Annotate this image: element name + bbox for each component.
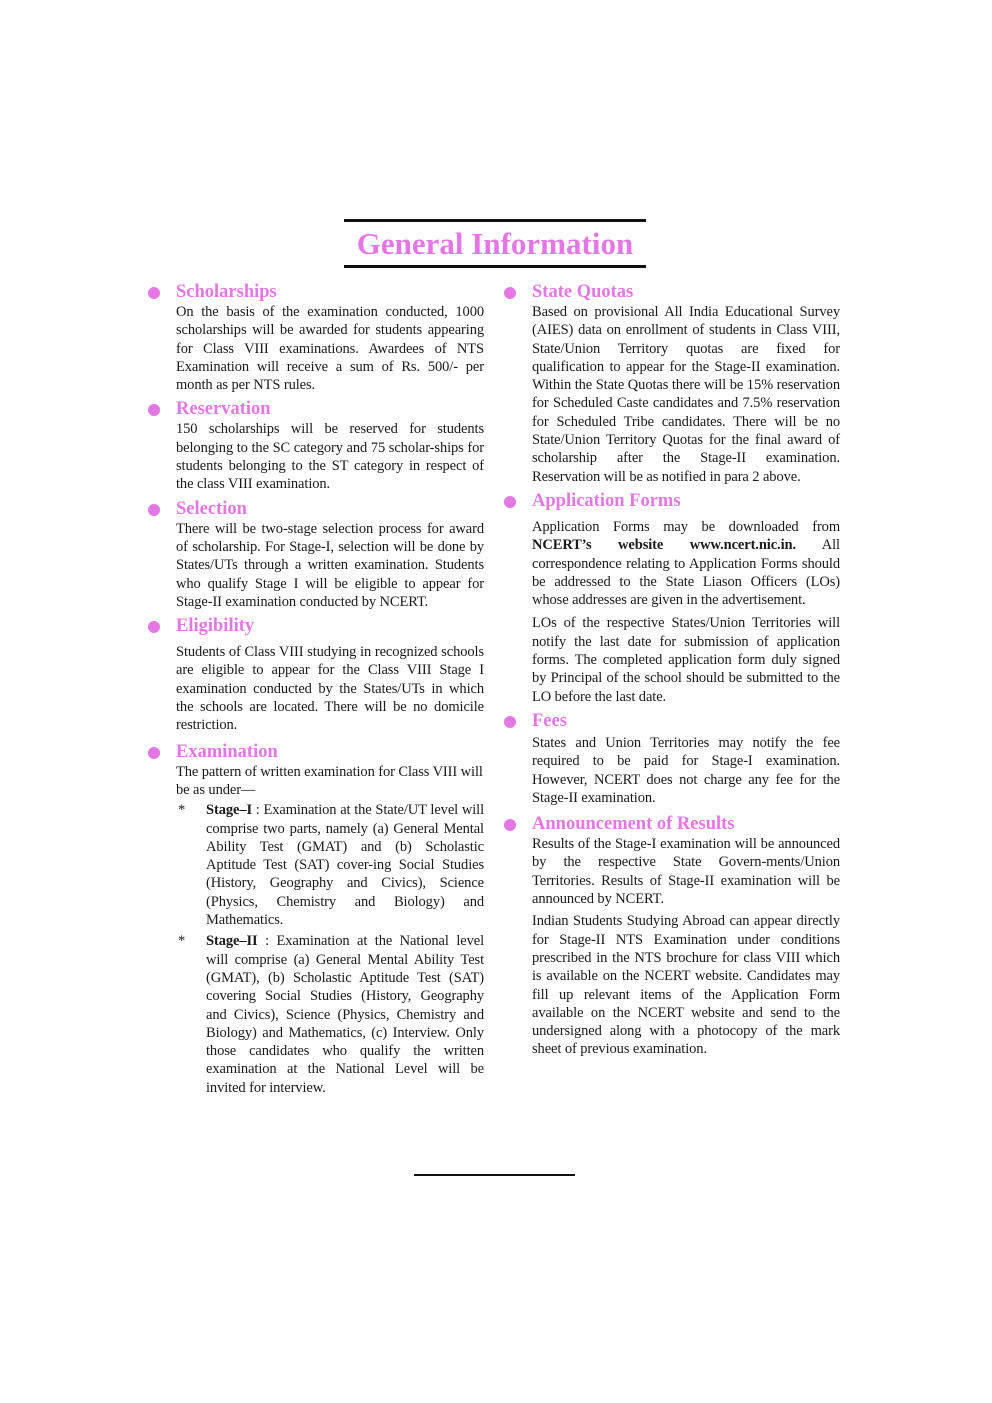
stage-description: : Examination at the State/UT level will comprise two parts, namely (a) General Mental Ability Test (GMAT) and (b) Scholastic Aptitude Test (SAT) cover-ing Social Studies (History, Geography and Civics), Science (Physics, Chemistry and Biology) and Mathematics. [206, 802, 484, 929]
bullet-icon [504, 716, 516, 728]
section-text: There will be two-stage selection process for award of scholarship. For Stage-I, selection will be done by States/UTs through a written examination. Students who qualify Stage I will be eligible to appear for Stage-II examination conducted by NCERT. [176, 520, 484, 610]
asterisk-marker: * [178, 933, 186, 950]
section-heading: Scholarships [176, 282, 277, 302]
section-text: Results of the Stage-I examination will be announced by the respective State Govern-ments/Union Territories. Results of Stage-II examination will be announced by NCERT. [532, 836, 840, 908]
bullet-icon [148, 747, 160, 759]
section-scholarships [146, 281, 484, 394]
section-text: On the basis of the examination conducted, 1000 scholarships will be awarded for students appearing for Class VIII examinations. Awardees of NTS Examination will receive a sum of Rs. 500/- per month as per NTS rules. [176, 304, 484, 394]
section-text: Students of Class VIII studying in recognized schools are eligible to appear for the Class VIII Stage I examination conducted by the States/UTs in which the schools are located. There will be no domicile restriction. [176, 644, 484, 734]
section-text: The pattern of written examination for Class VIII will be as under— [176, 763, 483, 798]
stage-description: : Examination at the National level will comprise (a) General Mental Ability Test (GMAT), (b) Scholastic Aptitude Test (SAT) covering Social Studies (History, Geography and Civics), Science (Physics, Chemistry and Biology) and Mathematics, (c) Interview. Only those candidates who qualify the written examination at the National Level will be invited for interview. [206, 933, 484, 1096]
section-text: 150 scholarships will be reserved for students belonging to the SC category and 75 scholar-ships for students belonging to the ST category in respect of the class VIII examination. [176, 421, 484, 493]
section-heading: Announcement of Results [532, 814, 735, 835]
bullet-icon [148, 404, 160, 416]
stage-1-item [176, 801, 484, 929]
stage-text [206, 932, 484, 1097]
section-heading: Selection [176, 498, 247, 519]
bullet-icon [504, 819, 516, 831]
bullet-icon [148, 621, 160, 633]
section-reservation [146, 398, 484, 493]
section-text-2: Indian Students Studying Abroad can appear directly for Stage-II NTS Examination under conditions prescribed in the NTS brochure for class VIII which is available on the NCERT website. Candidates may fill up relevant items of the Application Form available on the NCERT website and send to the undersigned along with a photocopy of the mark sheet of previous examination. [532, 913, 840, 1058]
section-application-forms [502, 490, 840, 706]
text-before-link: Application Forms may be downloaded from [532, 518, 840, 535]
bullet-icon [504, 496, 516, 508]
website-text: NCERT’s website www.ncert.nic.in. [532, 537, 797, 554]
section-eligibility [146, 615, 484, 734]
section-text: Based on provisional All India Educational Survey (AIES) data on enrollment of students in Class VIII, State/Union Territory quotas are fixed for qualification to appear for the Stage-II examination. Within the State Quotas there will be 15% reservation for Scheduled Caste candidates and 7.5% reservation for Scheduled Tribe candidates. There will be no State/Union Territory Quotas for the final award of scholarship after the Stage-II examination. Reservation will be as notified in para 2 above. [532, 304, 840, 485]
section-heading: Examination [176, 741, 278, 762]
title-top-rule [344, 219, 646, 222]
section-text [532, 518, 840, 609]
page-title: General Information [356, 226, 634, 261]
bullet-icon [148, 504, 160, 516]
section-heading: State Quotas [532, 282, 634, 302]
stage-2-item [176, 932, 484, 1097]
right-column [502, 281, 840, 1059]
stage-label: Stage–II [206, 933, 258, 950]
section-heading: Application Forms [532, 490, 681, 511]
stage-text [206, 801, 484, 929]
section-heading: Reservation [176, 399, 271, 420]
left-column [146, 281, 484, 1097]
section-heading: Fees [532, 710, 567, 731]
stage-label: Stage–I [206, 802, 253, 819]
text-after-link: All correspondence relating to Application Forms should be addressed to the State Liason Officers (LOs) whose addresses are given in the advertisement. [532, 537, 840, 609]
bottom-rule [414, 1174, 575, 1176]
section-heading: Eligibility [176, 616, 255, 637]
asterisk-marker: * [178, 802, 186, 819]
section-text-2: LOs of the respective States/Union Territories will notify the last date for submission of application forms. The completed application form duly signed by Principal of the school should be submitted to the LO before the last date. [532, 615, 840, 705]
section-selection [146, 498, 484, 611]
bullet-icon [148, 287, 160, 299]
title-bottom-rule [344, 265, 646, 268]
section-text: States and Union Territories may notify the fee required to be paid for Stage-I examination. However, NCERT does not charge any fee for the Stage-II examination. [532, 734, 840, 806]
bullet-icon [504, 287, 516, 299]
section-announcement [502, 813, 840, 1059]
section-fees [502, 710, 840, 807]
section-state-quotas [502, 281, 840, 486]
section-examination [146, 741, 484, 1097]
